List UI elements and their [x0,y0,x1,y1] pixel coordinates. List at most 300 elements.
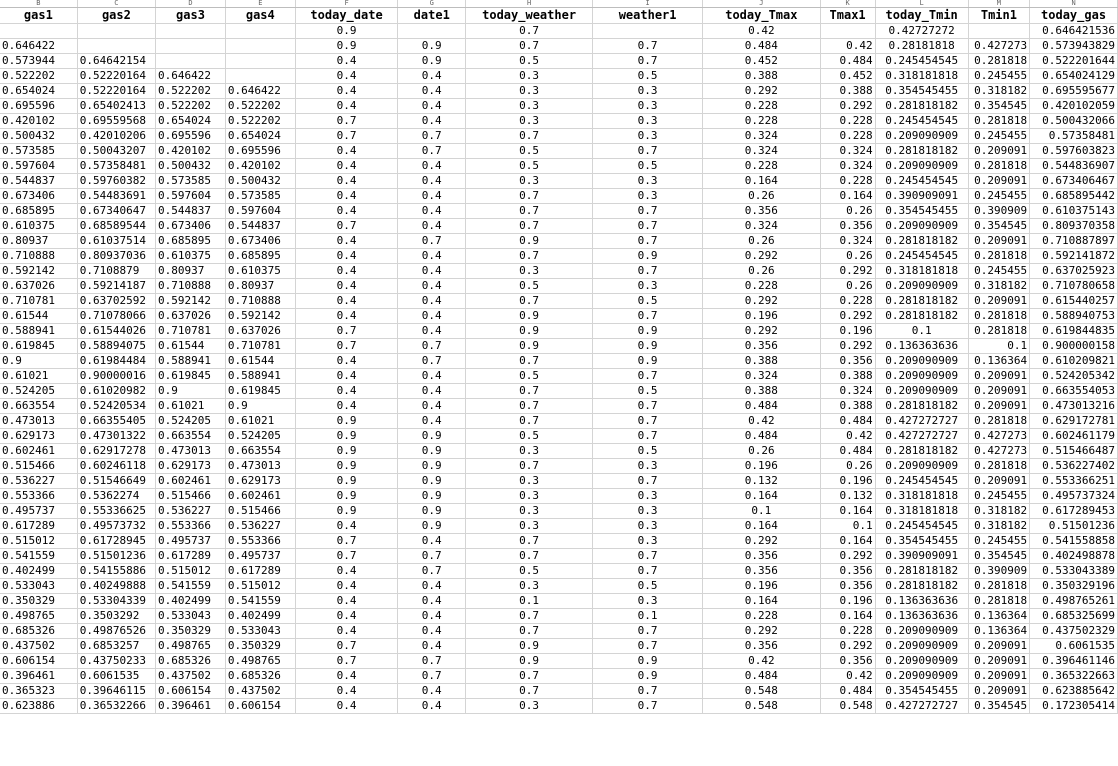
table-cell[interactable]: 0.59214187 [77,279,155,294]
table-cell[interactable]: 0.4 [398,219,466,234]
table-cell[interactable]: 0.7 [398,354,466,369]
table-cell[interactable]: 0.710887897 [1030,234,1118,249]
table-cell[interactable]: 0.51501236 [1030,519,1118,534]
table-cell[interactable]: 0.292 [703,324,820,339]
table-cell[interactable] [968,24,1029,39]
table-cell[interactable]: 0.245455 [968,534,1029,549]
table-cell[interactable]: 0.7 [295,639,398,654]
table-cell[interactable]: 0.3 [466,504,593,519]
table-cell[interactable]: 0.420102059 [1030,99,1118,114]
header-cell[interactable]: weather1 [593,8,703,24]
table-cell[interactable]: 0.164 [820,534,875,549]
table-cell[interactable] [593,24,703,39]
table-cell[interactable]: 0.637026 [156,309,226,324]
table-cell[interactable]: 0.6061535 [1030,639,1118,654]
table-cell[interactable]: 0.245454545 [875,174,968,189]
table-cell[interactable]: 0.710888 [225,294,295,309]
table-cell[interactable]: 0.7 [593,144,703,159]
table-cell[interactable]: 0.617289453 [1030,504,1118,519]
table-cell[interactable]: 0.9 [398,444,466,459]
table-cell[interactable] [156,39,226,54]
table-cell[interactable]: 0.673406467 [1030,174,1118,189]
table-cell[interactable]: 0.7 [466,129,593,144]
table-cell[interactable]: 0.324 [703,219,820,234]
table-cell[interactable]: 0.196 [703,459,820,474]
table-cell[interactable] [398,24,466,39]
table-cell[interactable]: 0.164 [820,609,875,624]
table-cell[interactable]: 0.388 [703,69,820,84]
table-cell[interactable]: 0.4 [295,174,398,189]
table-cell[interactable]: 0.9 [398,489,466,504]
table-cell[interactable]: 0.61037514 [77,234,155,249]
table-cell[interactable]: 0.26 [820,459,875,474]
table-cell[interactable]: 0.629172781 [1030,414,1118,429]
table-cell[interactable]: 0.673406 [156,219,226,234]
table-cell[interactable]: 0.196 [703,309,820,324]
table-cell[interactable]: 0.9 [593,669,703,684]
table-cell[interactable]: 0.281818 [968,414,1029,429]
table-cell[interactable]: 0.4 [398,624,466,639]
table-cell[interactable]: 0.209090909 [875,129,968,144]
table-cell[interactable]: 0.292 [820,99,875,114]
table-cell[interactable]: 0.602461 [225,489,295,504]
table-cell[interactable]: 0.209090909 [875,159,968,174]
column-letter[interactable]: K [820,0,875,8]
table-cell[interactable]: 0.132 [703,474,820,489]
table-cell[interactable]: 0.7 [466,399,593,414]
table-cell[interactable]: 0.592142 [0,264,77,279]
table-cell[interactable]: 0.80937 [225,279,295,294]
table-cell[interactable]: 0.4 [398,699,466,714]
table-cell[interactable]: 0.420102 [156,144,226,159]
table-cell[interactable]: 0.324 [820,159,875,174]
table-cell[interactable]: 0.5 [593,444,703,459]
table-cell[interactable]: 0.39646115 [77,684,155,699]
table-cell[interactable]: 0.356 [820,579,875,594]
table-cell[interactable]: 0.324 [703,369,820,384]
table-cell[interactable]: 0.7 [593,399,703,414]
table-cell[interactable] [156,24,226,39]
table-cell[interactable]: 0.245455 [968,489,1029,504]
table-cell[interactable]: 0.9 [593,654,703,669]
table-cell[interactable]: 0.5 [466,54,593,69]
table-cell[interactable]: 0.695596 [225,144,295,159]
table-cell[interactable]: 0.68589544 [77,219,155,234]
table-cell[interactable]: 0.588940753 [1030,309,1118,324]
table-cell[interactable]: 0.42 [703,24,820,39]
table-cell[interactable]: 0.3 [593,189,703,204]
table-cell[interactable]: 0.9 [593,249,703,264]
table-cell[interactable]: 0.209090909 [875,654,968,669]
table-cell[interactable]: 0.196 [703,579,820,594]
table-cell[interactable]: 0.602461 [156,474,226,489]
table-cell[interactable] [77,39,155,54]
table-cell[interactable]: 0.7 [466,414,593,429]
table-cell[interactable]: 0.318182 [968,519,1029,534]
table-cell[interactable]: 0.136363636 [875,609,968,624]
table-cell[interactable]: 0.3 [466,699,593,714]
table-cell[interactable]: 0.3 [466,264,593,279]
table-cell[interactable]: 0.495737 [0,504,77,519]
table-cell[interactable]: 0.7 [593,564,703,579]
table-cell[interactable]: 0.61021 [225,414,295,429]
table-cell[interactable]: 0.7 [295,114,398,129]
table-cell[interactable]: 0.7 [593,309,703,324]
table-cell[interactable]: 0.4 [295,579,398,594]
table-cell[interactable]: 0.710781 [0,294,77,309]
table-cell[interactable]: 0.26 [703,189,820,204]
table-cell[interactable]: 0.61984484 [77,354,155,369]
table-cell[interactable]: 0.245455 [968,129,1029,144]
table-cell[interactable]: 0.209091 [968,294,1029,309]
table-cell[interactable]: 0.350329 [156,624,226,639]
table-cell[interactable]: 0.437502 [0,639,77,654]
column-letter[interactable]: N [1030,0,1118,8]
table-cell[interactable]: 0.4 [295,264,398,279]
table-cell[interactable]: 0.245454545 [875,249,968,264]
table-cell[interactable]: 0.1 [875,324,968,339]
table-cell[interactable]: 0.536227 [225,519,295,534]
table-cell[interactable]: 0.7 [466,189,593,204]
table-cell[interactable]: 0.66355405 [77,414,155,429]
table-cell[interactable]: 0.484 [820,54,875,69]
table-cell[interactable]: 0.9 [398,474,466,489]
table-cell[interactable]: 0.80937 [0,234,77,249]
table-cell[interactable]: 0.663554 [0,399,77,414]
column-letter[interactable]: I [593,0,703,8]
table-cell[interactable]: 0.354545455 [875,534,968,549]
table-cell[interactable]: 0.209091 [968,384,1029,399]
table-cell[interactable]: 0.4 [398,384,466,399]
table-cell[interactable]: 0.136363636 [875,594,968,609]
table-cell[interactable]: 0.7 [466,39,593,54]
table-cell[interactable]: 0.9 [466,639,593,654]
table-cell[interactable]: 0.654024129 [1030,69,1118,84]
table-cell[interactable]: 0.3503292 [77,609,155,624]
table-cell[interactable]: 0.7 [593,684,703,699]
table-cell[interactable]: 0.354545455 [875,684,968,699]
table-cell[interactable]: 0.9 [398,504,466,519]
table-cell[interactable]: 0.281818182 [875,234,968,249]
table-cell[interactable]: 0.3 [593,519,703,534]
column-letter[interactable]: E [225,0,295,8]
table-cell[interactable]: 0.4 [398,204,466,219]
table-cell[interactable]: 0.67340647 [77,204,155,219]
table-cell[interactable]: 0.7 [398,144,466,159]
table-cell[interactable]: 0.62917278 [77,444,155,459]
table-cell[interactable]: 0.610375 [156,249,226,264]
table-cell[interactable]: 0.673406 [0,189,77,204]
table-cell[interactable]: 0.281818182 [875,399,968,414]
table-cell[interactable]: 0.9 [0,354,77,369]
table-cell[interactable]: 0.40249888 [77,579,155,594]
table-cell[interactable]: 0.9 [466,234,593,249]
table-cell[interactable]: 0.9 [295,489,398,504]
table-cell[interactable]: 0.619845 [225,384,295,399]
table-cell[interactable]: 0.4 [398,414,466,429]
table-cell[interactable]: 0.7 [398,564,466,579]
table-cell[interactable]: 0.663554 [225,444,295,459]
table-cell[interactable]: 0.4 [295,309,398,324]
table-cell[interactable]: 0.281818 [968,579,1029,594]
table-cell[interactable]: 0.4 [398,609,466,624]
table-cell[interactable]: 0.515466487 [1030,444,1118,459]
table-cell[interactable]: 0.7 [593,549,703,564]
table-cell[interactable]: 0.685895 [156,234,226,249]
table-cell[interactable]: 0.654024 [156,114,226,129]
table-cell[interactable]: 0.63702592 [77,294,155,309]
table-cell[interactable]: 0.619844835 [1030,324,1118,339]
table-cell[interactable]: 0.3 [593,504,703,519]
table-cell[interactable]: 0.7 [593,204,703,219]
table-cell[interactable]: 0.354545455 [875,84,968,99]
table-cell[interactable]: 0.49573732 [77,519,155,534]
table-cell[interactable]: 0.52220164 [77,84,155,99]
table-cell[interactable]: 0.281818 [968,594,1029,609]
table-cell[interactable]: 0.544836907 [1030,159,1118,174]
table-cell[interactable]: 0.228 [820,114,875,129]
table-cell[interactable]: 0.164 [703,594,820,609]
table-cell[interactable]: 0.356 [703,564,820,579]
table-cell[interactable]: 0.522202 [156,84,226,99]
table-cell[interactable]: 0.245455 [968,69,1029,84]
table-cell[interactable]: 0.7 [593,414,703,429]
table-cell[interactable]: 0.390909091 [875,549,968,564]
table-cell[interactable]: 0.3 [593,114,703,129]
table-cell[interactable]: 0.209091 [968,369,1029,384]
table-cell[interactable]: 0.209091 [968,684,1029,699]
table-cell[interactable]: 0.548 [703,684,820,699]
table-cell[interactable]: 0.544837 [156,204,226,219]
table-cell[interactable]: 0.524205 [225,429,295,444]
table-cell[interactable]: 0.54483691 [77,189,155,204]
table-cell[interactable]: 0.4 [398,99,466,114]
table-cell[interactable]: 0.3 [593,99,703,114]
table-cell[interactable]: 0.685895 [0,204,77,219]
table-cell[interactable]: 0.80937 [156,264,226,279]
table-cell[interactable]: 0.7 [593,39,703,54]
table-cell[interactable]: 0.5 [466,144,593,159]
table-cell[interactable]: 0.4 [295,354,398,369]
table-cell[interactable]: 0.5 [593,579,703,594]
table-cell[interactable]: 0.809370358 [1030,219,1118,234]
table-cell[interactable]: 0.544837 [225,219,295,234]
table-cell[interactable]: 0.7 [593,264,703,279]
table-cell[interactable]: 0.51546649 [77,474,155,489]
column-letter[interactable]: J [703,0,820,8]
table-cell[interactable]: 0.573585 [225,189,295,204]
table-cell[interactable]: 0.7 [593,219,703,234]
table-cell[interactable]: 0.292 [703,249,820,264]
table-cell[interactable]: 0.7 [466,354,593,369]
table-cell[interactable]: 0.541558858 [1030,534,1118,549]
table-cell[interactable]: 0.60246118 [77,459,155,474]
table-cell[interactable]: 0.484 [703,39,820,54]
table-cell[interactable]: 0.4 [398,279,466,294]
table-cell[interactable]: 0.900000158 [1030,339,1118,354]
table-cell[interactable]: 0.3 [466,519,593,534]
table-cell[interactable]: 0.209090909 [875,639,968,654]
table-cell[interactable]: 0.324 [820,144,875,159]
table-cell[interactable]: 0.9 [295,39,398,54]
table-cell[interactable]: 0.524205 [0,384,77,399]
table-cell[interactable]: 0.610375 [225,264,295,279]
table-cell[interactable]: 0.573585 [156,174,226,189]
table-cell[interactable]: 0.9 [295,429,398,444]
table-cell[interactable]: 0.427273 [968,429,1029,444]
table-cell[interactable]: 0.7 [466,294,593,309]
table-cell[interactable]: 0.65402413 [77,99,155,114]
table-cell[interactable]: 0.500432066 [1030,114,1118,129]
table-cell[interactable]: 0.495737 [225,549,295,564]
table-cell[interactable]: 0.396461146 [1030,654,1118,669]
table-cell[interactable]: 0.4 [295,684,398,699]
table-cell[interactable]: 0.4 [295,54,398,69]
table-cell[interactable]: 0.3 [466,99,593,114]
table-cell[interactable]: 0.164 [703,519,820,534]
table-cell[interactable]: 0.356 [703,639,820,654]
table-cell[interactable]: 0.52220164 [77,69,155,84]
table-cell[interactable]: 0.420102 [0,114,77,129]
table-cell[interactable]: 0.3 [466,489,593,504]
table-cell[interactable]: 0.42 [820,39,875,54]
table-cell[interactable]: 0.427272727 [875,429,968,444]
table-cell[interactable]: 0.515466 [225,504,295,519]
table-cell[interactable]: 0.61021 [156,399,226,414]
table-cell[interactable]: 0.209090909 [875,459,968,474]
table-cell[interactable]: 0.710781 [156,324,226,339]
table-cell[interactable]: 0.9 [398,459,466,474]
table-cell[interactable]: 0.536227402 [1030,459,1118,474]
table-cell[interactable]: 0.710888 [156,279,226,294]
table-cell[interactable]: 0.498765 [225,654,295,669]
table-cell[interactable]: 0.7 [398,654,466,669]
column-letter[interactable]: M [968,0,1029,8]
column-letter[interactable]: G [398,0,466,8]
table-cell[interactable]: 0.515012 [156,564,226,579]
table-cell[interactable]: 0.354545 [968,99,1029,114]
table-cell[interactable] [156,54,226,69]
table-cell[interactable]: 0.617289 [0,519,77,534]
table-cell[interactable]: 0.710780658 [1030,279,1118,294]
table-cell[interactable]: 0.4 [295,204,398,219]
table-cell[interactable]: 0.209090909 [875,669,968,684]
table-cell[interactable]: 0.646422 [156,69,226,84]
table-cell[interactable]: 0.209090909 [875,219,968,234]
column-letter[interactable]: F [295,0,398,8]
table-cell[interactable]: 0.61544 [0,309,77,324]
table-cell[interactable]: 0.209091 [968,654,1029,669]
table-cell[interactable]: 0.26 [703,444,820,459]
table-cell[interactable]: 0.61020982 [77,384,155,399]
table-cell[interactable]: 0.7 [398,234,466,249]
table-cell[interactable]: 0.292 [703,534,820,549]
table-cell[interactable]: 0.281818 [968,459,1029,474]
table-cell[interactable]: 0.623885642 [1030,684,1118,699]
table-cell[interactable]: 0.573943829 [1030,39,1118,54]
table-cell[interactable]: 0.7 [593,54,703,69]
table-cell[interactable]: 0.6061535 [77,669,155,684]
table-cell[interactable]: 0.318182 [968,504,1029,519]
table-cell[interactable]: 0.695596 [156,129,226,144]
table-cell[interactable]: 0.42 [820,429,875,444]
table-cell[interactable]: 0.5 [593,294,703,309]
table-cell[interactable]: 0.4 [398,294,466,309]
table-cell[interactable]: 0.617289 [156,549,226,564]
table-cell[interactable]: 0.388 [820,369,875,384]
table-cell[interactable]: 0.7 [466,684,593,699]
table-cell[interactable]: 0.5 [593,159,703,174]
table-cell[interactable]: 0.536227 [0,474,77,489]
table-cell[interactable]: 0.629173 [0,429,77,444]
table-cell[interactable]: 0.4 [295,279,398,294]
table-cell[interactable]: 0.4 [398,114,466,129]
table-cell[interactable]: 0.354545455 [875,204,968,219]
table-cell[interactable]: 0.7 [593,369,703,384]
table-cell[interactable]: 0.281818182 [875,144,968,159]
table-cell[interactable]: 0.26 [703,264,820,279]
table-cell[interactable]: 0.324 [703,144,820,159]
header-cell[interactable]: gas4 [225,8,295,24]
table-cell[interactable]: 0.281818182 [875,309,968,324]
table-cell[interactable]: 0.7 [398,669,466,684]
table-cell[interactable]: 0.1 [593,609,703,624]
table-cell[interactable]: 0.396461 [0,669,77,684]
table-cell[interactable]: 0.50043207 [77,144,155,159]
table-cell[interactable]: 0.292 [703,84,820,99]
table-cell[interactable]: 0.9 [295,459,398,474]
table-cell[interactable]: 0.9 [466,309,593,324]
table-cell[interactable]: 0.533043 [156,609,226,624]
table-cell[interactable]: 0.685326 [156,654,226,669]
table-cell[interactable]: 0.64642154 [77,54,155,69]
table-cell[interactable]: 0.9 [225,399,295,414]
table-cell[interactable]: 0.164 [703,174,820,189]
table-cell[interactable]: 0.4 [295,609,398,624]
table-cell[interactable]: 0.164 [703,489,820,504]
table-cell[interactable]: 0.522202 [156,99,226,114]
table-cell[interactable]: 0.245454545 [875,474,968,489]
table-cell[interactable]: 0.597604 [225,204,295,219]
table-cell[interactable]: 0.47301322 [77,429,155,444]
table-cell[interactable]: 0.52420534 [77,399,155,414]
table-cell[interactable]: 0.228 [820,624,875,639]
header-cell[interactable]: today_date [295,8,398,24]
table-cell[interactable]: 0.522202 [225,99,295,114]
table-cell[interactable]: 0.592142 [225,309,295,324]
table-cell[interactable]: 0.495737 [156,534,226,549]
table-cell[interactable]: 0.515466 [0,459,77,474]
table-cell[interactable]: 0.615440257 [1030,294,1118,309]
table-cell[interactable]: 0.9 [295,24,398,39]
table-cell[interactable] [225,24,295,39]
table-cell[interactable]: 0.245455 [968,189,1029,204]
table-cell[interactable]: 0.3 [466,84,593,99]
table-cell[interactable]: 0.3 [593,174,703,189]
table-cell[interactable]: 0.710781 [225,339,295,354]
table-cell[interactable]: 0.515466 [156,489,226,504]
table-cell[interactable]: 0.7 [295,219,398,234]
table-cell[interactable]: 0.4 [398,309,466,324]
table-cell[interactable]: 0.1 [703,504,820,519]
table-cell[interactable]: 0.356 [820,654,875,669]
table-cell[interactable]: 0.164 [820,504,875,519]
table-cell[interactable]: 0.553366251 [1030,474,1118,489]
table-cell[interactable]: 0.4 [295,519,398,534]
table-cell[interactable]: 0.1 [820,519,875,534]
table-cell[interactable]: 0.452 [703,54,820,69]
table-cell[interactable]: 0.437502 [225,684,295,699]
